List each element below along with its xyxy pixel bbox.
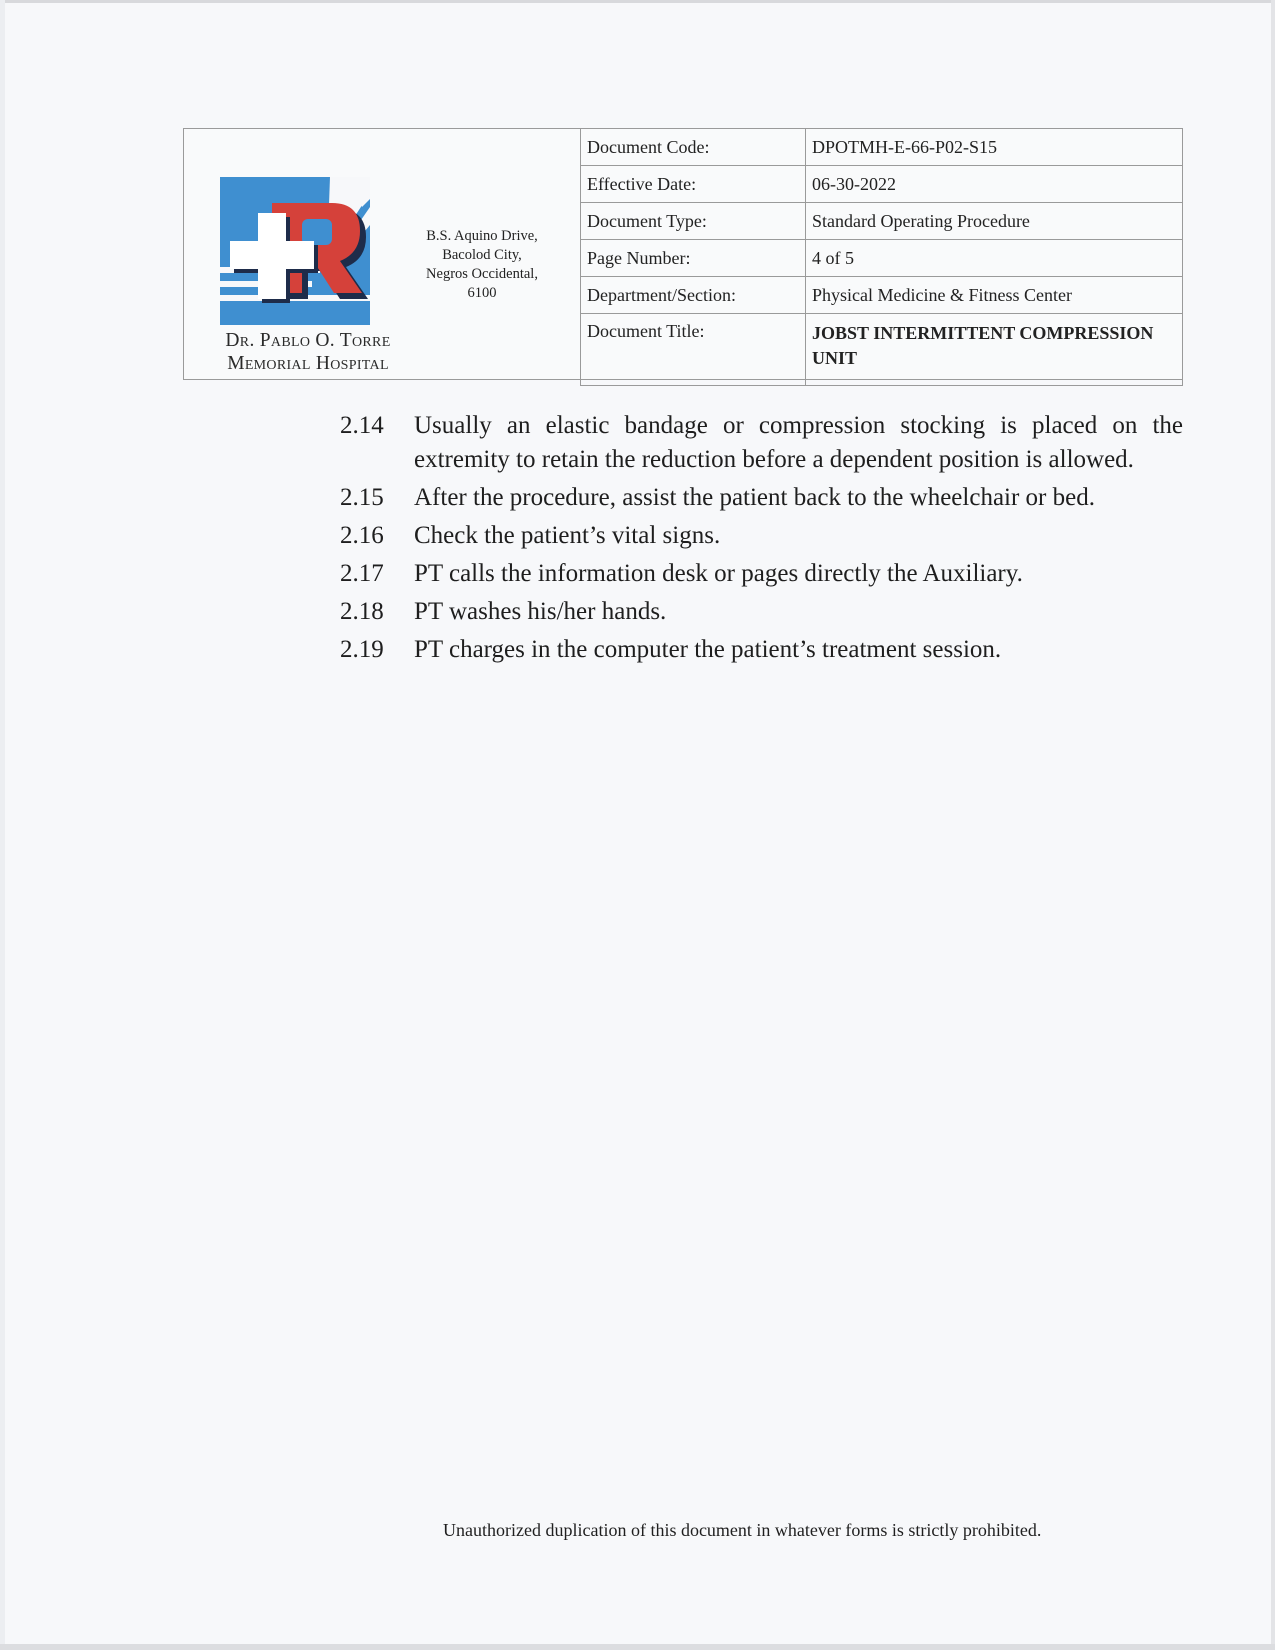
- meta-row: [581, 129, 1183, 166]
- meta-row: [581, 240, 1183, 277]
- meta-value: Physical Medicine & Fitness Center: [806, 277, 1183, 314]
- logo-cell: [184, 129, 581, 379]
- address-line: B.S. Aquino Drive,: [426, 228, 538, 244]
- hospital-logo-icon: [220, 173, 388, 325]
- meta-value: DPOTMH-E-66-P02-S15: [806, 129, 1183, 166]
- page-edge: [0, 0, 1275, 3]
- item-number: 2.14: [340, 412, 384, 439]
- address-line: Bacolod City,: [442, 247, 522, 263]
- meta-row: [581, 277, 1183, 314]
- list-item: [340, 595, 1183, 629]
- item-number: 2.15: [340, 484, 384, 511]
- address-line: 6100: [467, 285, 497, 301]
- procedure-list: [340, 409, 1183, 671]
- hospital-name-line: Dr. Pablo O. Torre: [225, 330, 391, 351]
- list-item: [340, 557, 1183, 591]
- meta-label: Department/Section:: [581, 277, 806, 314]
- hospital-name-line: Memorial Hospital: [227, 353, 389, 374]
- item-text: PT calls the information desk or pages directly the Auxiliary.: [414, 560, 1023, 587]
- list-item: [340, 519, 1183, 553]
- item-text: PT washes his/her hands.: [414, 598, 667, 625]
- meta-label: Effective Date:: [581, 166, 806, 203]
- footer-notice: Unauthorized duplication of this document in whatever forms is strictly prohibited.: [443, 1520, 1042, 1540]
- meta-row: [581, 203, 1183, 240]
- item-text: PT charges in the computer the patient’s treatment session.: [414, 636, 1002, 663]
- item-text: Check the patient’s vital signs.: [414, 522, 721, 549]
- page-edge: [0, 0, 5, 1650]
- meta-row: [581, 166, 1183, 203]
- item-text: After the procedure, assist the patient back to the wheelchair or bed.: [414, 484, 1095, 511]
- list-item: [340, 633, 1183, 667]
- item-number: 2.17: [340, 560, 384, 587]
- document-header: [183, 128, 1183, 380]
- document-title: JOBST INTERMITTENT COMPRESSION UNIT: [806, 314, 1183, 386]
- meta-value: 4 of 5: [806, 240, 1183, 277]
- meta-row: [581, 314, 1183, 386]
- item-number: 2.19: [340, 636, 384, 663]
- meta-label: Document Type:: [581, 203, 806, 240]
- list-item: [340, 481, 1183, 515]
- document-meta-table: [580, 128, 1183, 386]
- hospital-name: [198, 329, 418, 375]
- meta-label: Document Title:: [581, 314, 806, 386]
- hospital-address: [408, 227, 556, 303]
- meta-label: Document Code:: [581, 129, 806, 166]
- item-text: Usually an elastic bandage or compression stocking is placed on the extremity to retain the reduction before a dependent position is allowed.: [414, 412, 1183, 473]
- meta-value: 06-30-2022: [806, 166, 1183, 203]
- page-edge: [0, 1644, 1275, 1650]
- meta-value: Standard Operating Procedure: [806, 203, 1183, 240]
- list-item: [340, 409, 1183, 477]
- page-edge: [1271, 0, 1275, 1650]
- address-line: Negros Occidental,: [426, 266, 538, 282]
- item-number: 2.16: [340, 522, 384, 549]
- item-number: 2.18: [340, 598, 384, 625]
- meta-label: Page Number:: [581, 240, 806, 277]
